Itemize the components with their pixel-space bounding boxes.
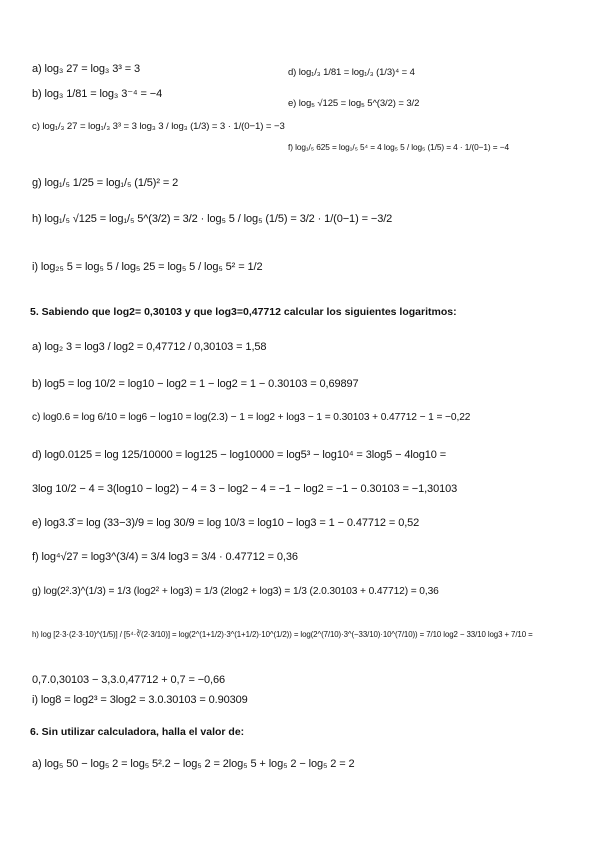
exercise-4i: i) log₂₅ 5 = log₅ 5 / log₅ 25 = log₅ 5 / log₅ 5² = 1/2 — [32, 261, 263, 273]
exercise-5f: f) log⁴√27 = log3^(3/4) = 3/4 log3 = 3/4 · 0.47712 = 0,36 — [32, 551, 298, 563]
exercise-5i: i) log8 = log2³ = 3log2 = 3.0.30103 = 0.90309 — [32, 694, 248, 706]
exercise-5h-line2: 0,7.0,30103 − 3,3.0,47712 + 0,7 = −0,66 — [32, 674, 226, 686]
exercise-4h: h) log₁/₅ √125 = log₁/₅ 5^(3/2) = 3/2 · log₅ 5 / log₅ (1/5) = 3/2 · 1/(0−1) = −3/2 — [32, 213, 393, 225]
exercise-5b: b) log5 = log 10/2 = log10 − log2 = 1 − log2 = 1 − 0.30103 = 0,69897 — [32, 378, 359, 390]
section-6-heading: 6. Sin utilizar calculadora, halla el valor de: — [30, 726, 245, 738]
exercise-5g: g) log(2².3)^(1/3) = 1/3 (log2² + log3) = 1/3 (2log2 + log3) = 1/3 (2.0.30103 + 0.47712) = 0,36 — [32, 586, 439, 597]
exercise-4b: b) log₃ 1/81 = log₃ 3⁻⁴ = −4 — [32, 88, 163, 100]
exercise-4e: e) log₅ √125 = log₅ 5^(3/2) = 3/2 — [288, 98, 420, 109]
exercise-4f: f) log₁/₅ 625 = log₁/₅ 5⁴ = 4 log₅ 5 / log₅ (1/5) = 4 · 1/(0−1) = −4 — [288, 142, 509, 152]
exercise-4d: d) log₁/₃ 1/81 = log₁/₃ (1/3)⁴ = 4 — [288, 67, 415, 78]
exercise-5a: a) log₂ 3 = log3 / log2 = 0,47712 / 0,30103 = 1,58 — [32, 341, 267, 353]
exercise-4c: c) log₁/₃ 27 = log₁/₃ 3³ = 3 log₃ 3 / log₃ (1/3) = 3 · 1/(0−1) = −3 — [32, 121, 285, 132]
exercise-5e: e) log3.3̂ = log (33−3)/9 = log 30/9 = log 10/3 = log10 − log3 = 1 − 0.47712 = 0,52 — [32, 517, 420, 529]
exercise-5c: c) log0.6 = log 6/10 = log6 − log10 = log(2.3) − 1 = log2 + log3 − 1 = 0.30103 + 0.47712 − 1 = −0,22 — [32, 412, 471, 423]
exercise-4a: a) log₃ 27 = log₃ 3³ = 3 — [32, 63, 141, 75]
exercise-5d-line2: 3log 10/2 − 4 = 3(log10 − log2) − 4 = 3 − log2 − 4 = −1 − log2 = −1 − 0.30103 = −1,30103 — [32, 483, 458, 495]
exercise-6a: a) log₅ 50 − log₅ 2 = log₅ 5².2 − log₅ 2 = 2log₅ 5 + log₅ 2 − log₅ 2 = 2 — [32, 758, 355, 770]
exercise-5d-line1: d) log0.0125 = log 125/10000 = log125 − log10000 = log5³ − log10⁴ = 3log5 − 4log10 = — [32, 449, 447, 461]
exercise-4g: g) log₁/₅ 1/25 = log₁/₅ (1/5)² = 2 — [32, 177, 179, 189]
exercise-5h-line1: h) log [2·3·(2·3·10)^(1/5)] / [5⁴·∛(2·3/10)] = log(2^(1+1/2)·3^(1+1/2)·10^(1/2)) = log(2^(7/10)·3^(−33/10)·10^(7/10)) = 7/10 log2 − 33/10 log3 + 7/10 = — [32, 630, 533, 639]
section-5-heading: 5. Sabiendo que log2= 0,30103 y que log3=0,47712 calcular los siguientes logaritmos: — [30, 306, 457, 318]
